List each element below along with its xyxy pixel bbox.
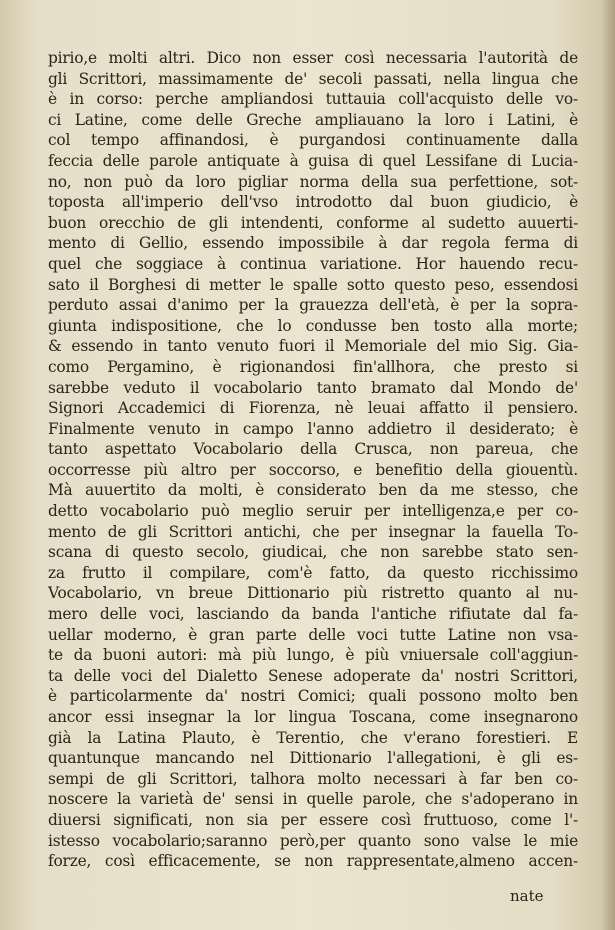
text-line: mero delle voci, lasciando da banda l'antiche rifiutate dal fa- (48, 605, 578, 624)
text-line: uellar moderno, è gran parte delle voci tutte Latine non vsa- (48, 625, 578, 644)
text-line: perduto assai d'animo per la grauezza dell'età, è per la sopra- (48, 296, 578, 315)
text-line: istesso vocabolario;saranno però,per quanto sono valse le mie (48, 831, 578, 850)
text-line: no, non può da loro pigliar norma della sua perfettione, sot- (48, 172, 578, 191)
text-line: ancor essi insegnar la lor lingua Toscana, come insegnarono (48, 708, 578, 726)
text-line: pirio,e molti altri. Dico non esser così necessaria l'autorità de (48, 49, 578, 67)
text-line: occorresse più altro per soccorso, e benefitio della giouentù. (48, 460, 578, 479)
text-line: già la Latina Plauto, è Terentio, che v'erano forestieri. E (48, 728, 578, 747)
text-line: Mà auuertito da molti, è considerato ben da me stesso, che (48, 481, 578, 500)
text-line: mento de gli Scrittori antichi, che per insegnar la fauella To- (48, 522, 578, 541)
text-line: za frutto il compilare, com'è fatto, da questo ricchissimo (48, 563, 578, 582)
text-line: è particolarmente da' nostri Comici; quali possono molto ben (48, 687, 578, 706)
text-line: como Pergamino, è rigionandosi fin'allhora, che presto si (48, 357, 578, 376)
text-line: sato il Borghesi di metter le spalle sotto questo peso, essendosi (48, 275, 578, 294)
text-line: col tempo affinandosi, è purgandosi continuamente dalla (48, 131, 578, 150)
text-line: te da buoni autori: mà più lungo, è più vniuersale coll'aggiun- (48, 646, 578, 665)
text-line: ci Latine, come delle Greche ampliauano la loro i Latini, è (48, 110, 578, 129)
text-line: feccia delle parole antiquate à guisa di quel Lessifane di Lucia- (48, 151, 578, 170)
text-line: diuersi significati, non sia per essere così fruttuoso, come l'- (48, 810, 578, 829)
text-line: Signori Accademici di Fiorenza, nè leuai affatto il pensiero. (48, 399, 578, 418)
text-line: noscere la varietà de' sensi in quelle parole, che s'adoperano in (48, 790, 578, 809)
text-line: scana di questo secolo, giudicai, che non sarebbe stato sen- (48, 543, 578, 562)
text-line: è in corso: perche ampliandosi tuttauia coll'acquisto delle vo- (48, 90, 578, 109)
text-line: tanto aspettato Vocabolario della Crusca, non pareua, che (48, 440, 578, 459)
text-line: detto vocabolario può meglio seruir per intelligenza,e per co- (48, 502, 578, 521)
text-line: Finalmente venuto in campo l'anno addietro il desiderato; è (48, 419, 578, 438)
text-line: sempi de gli Scrittori, talhora molto necessari à far ben co- (48, 769, 578, 788)
text-line: ta delle voci del Dialetto Senese adoperate da' nostri Scrittori, (48, 666, 578, 685)
text-line: forze, così efficacemente, se non rappresentate,almeno accen- (48, 852, 578, 871)
text-line: quel che soggiace à continua variatione. Hor hauendo recu- (48, 254, 578, 273)
text-line: mento di Gellio, essendo impossibile à dar regola ferma di (48, 234, 578, 253)
text-line: Vocabolario, vn breue Dittionario più ristretto quanto al nu- (48, 584, 578, 603)
text-line: giunta indispositione, che lo condusse ben tosto alla morte; (48, 316, 578, 335)
text-line: & essendo in tanto venuto fuori il Memoriale del mio Sig. Gia- (48, 337, 578, 356)
catchword: nate (510, 887, 544, 905)
text-line: quantunque mancando nel Dittionario l'allegationi, è gli es- (48, 749, 578, 768)
body-text (48, 48, 578, 872)
text-line: sarebbe veduto il vocabolario tanto bramato dal Mondo de' (48, 378, 578, 397)
text-line: buon orecchio de gli intendenti, conforme al sudetto auuerti- (48, 213, 578, 232)
text-line: toposta all'imperio dell'vso introdotto dal buon giudicio, è (48, 193, 578, 212)
page-gutter-shadow (601, 0, 615, 930)
text-line: gli Scrittori, massimamente de' secoli passati, nella lingua che (48, 69, 578, 88)
